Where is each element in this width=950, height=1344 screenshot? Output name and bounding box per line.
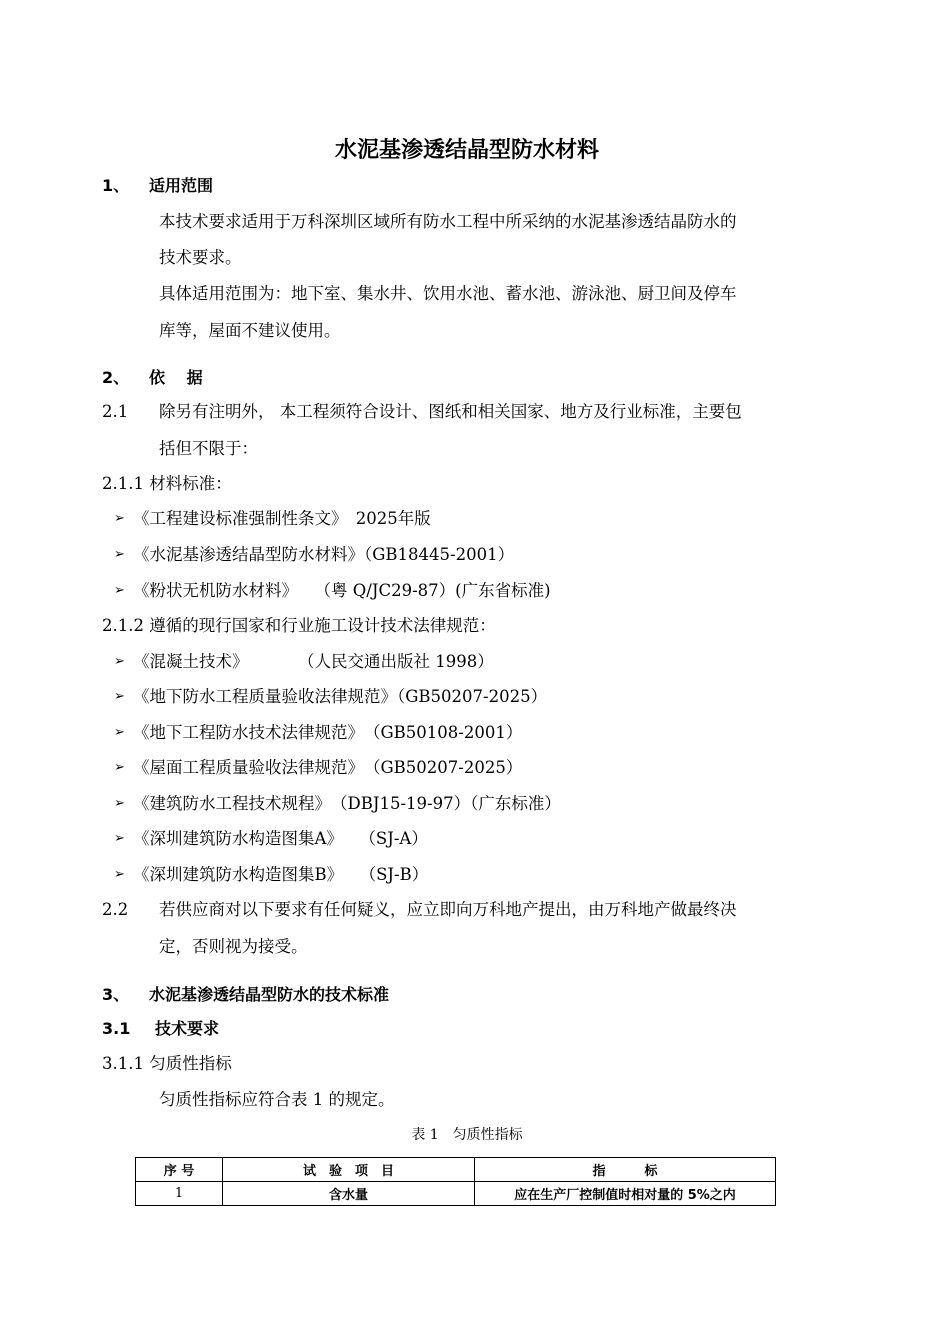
homogeneity-table [135,1157,776,1206]
standard-item: 《混凝土技术》 （人民交通出版社 1998） [133,652,494,671]
standard-item: 《粉状无机防水材料》 （粤 Q/JC29-87）(广东省标准) [133,581,551,600]
section-3-number: 3、 [102,985,130,1004]
clause-2-2-text-b: 定，否则视为接受。 [159,937,308,956]
clause-2-1-1-heading: 2.1.1 材料标准： [102,474,232,493]
section-1-para-2b: 库等，屋面不建议使用。 [159,321,341,340]
table-caption: 表 1 匀质性指标 [411,1127,523,1143]
section-1-number: 1、 [102,176,130,195]
clause-3-1-heading: 技术要求 [155,1019,220,1038]
standard-item: 《深圳建筑防水构造图集A》 （SJ-A） [133,829,428,848]
arrow-bullet-icon: ➢ [114,583,125,598]
clause-2-1-2-heading: 2.1.2 遵循的现行国家和行业施工设计技术法律规范： [102,616,496,635]
table-header-cell: 序 号 [136,1158,223,1182]
table-header-cell: 试 验 项 目 [223,1158,475,1182]
standard-item: 《工程建设标准强制性条文》 2025年版 [133,509,431,528]
section-1-para-2a: 具体适用范围为：地下室、集水井、饮用水池、蓄水池、游泳池、厨卫间及停车 [159,284,737,303]
arrow-bullet-icon: ➢ [114,689,125,704]
clause-3-1-number: 3.1 [102,1019,131,1038]
table-row [136,1182,776,1206]
section-1-para-1b: 技术要求。 [159,248,242,267]
clause-2-1-number: 2.1 [102,402,129,421]
section-3-heading: 水泥基渗透结晶型防水的技术标准 [149,985,390,1004]
arrow-bullet-icon: ➢ [114,831,125,846]
document-title: 水泥基渗透结晶型防水材料 [334,138,599,163]
section-1-heading: 适用范围 [149,176,214,195]
standard-item: 《水泥基渗透结晶型防水材料》（GB18445-2001） [133,545,515,564]
arrow-bullet-icon: ➢ [114,547,125,562]
clause-3-1-1-text: 匀质性指标应符合表 1 的规定。 [159,1090,395,1109]
table-cell: 1 [136,1182,223,1206]
arrow-bullet-icon: ➢ [114,867,125,882]
clause-2-2-text-a: 若供应商对以下要求有任何疑义，应立即向万科地产提出，由万科地产做最终决 [159,900,737,919]
table-cell: 应在生产厂控制值时相对量的 5%之内 [475,1182,776,1206]
section-2-number: 2、 [102,368,130,387]
table-header-cell: 指 标 [475,1158,776,1182]
arrow-bullet-icon: ➢ [114,511,125,526]
standard-item: 《屋面工程质量验收法律规范》 （GB50207-2025） [133,758,523,777]
clause-2-1-text-a: 除另有注明外， 本工程须符合设计、图纸和相关国家、地方及行业标准，主要包 [159,402,742,421]
clause-3-1-1-heading: 3.1.1 匀质性指标 [102,1054,232,1073]
table-cell: 含水量 [223,1182,475,1206]
section-2-heading: 依 据 [149,368,203,387]
clause-2-2-number: 2.2 [102,900,129,919]
arrow-bullet-icon: ➢ [114,760,125,775]
section-1-para-1a: 本技术要求适用于万科深圳区域所有防水工程中所采纳的水泥基渗透结晶防水的 [159,212,737,231]
arrow-bullet-icon: ➢ [114,725,125,740]
arrow-bullet-icon: ➢ [114,796,125,811]
standard-item: 《地下防水工程质量验收法律规范》（GB50207-2025） [133,687,548,706]
table-header-row [136,1158,776,1182]
arrow-bullet-icon: ➢ [114,654,125,669]
clause-2-1-text-b: 括但不限于： [159,439,258,458]
standard-item: 《建筑防水工程技术规程》 （DBJ15-19-97）（广东标准） [133,794,561,813]
standard-item: 《深圳建筑防水构造图集B》 （SJ-B） [133,865,429,884]
standard-item: 《地下工程防水技术法律规范》 （GB50108-2001） [133,723,523,742]
